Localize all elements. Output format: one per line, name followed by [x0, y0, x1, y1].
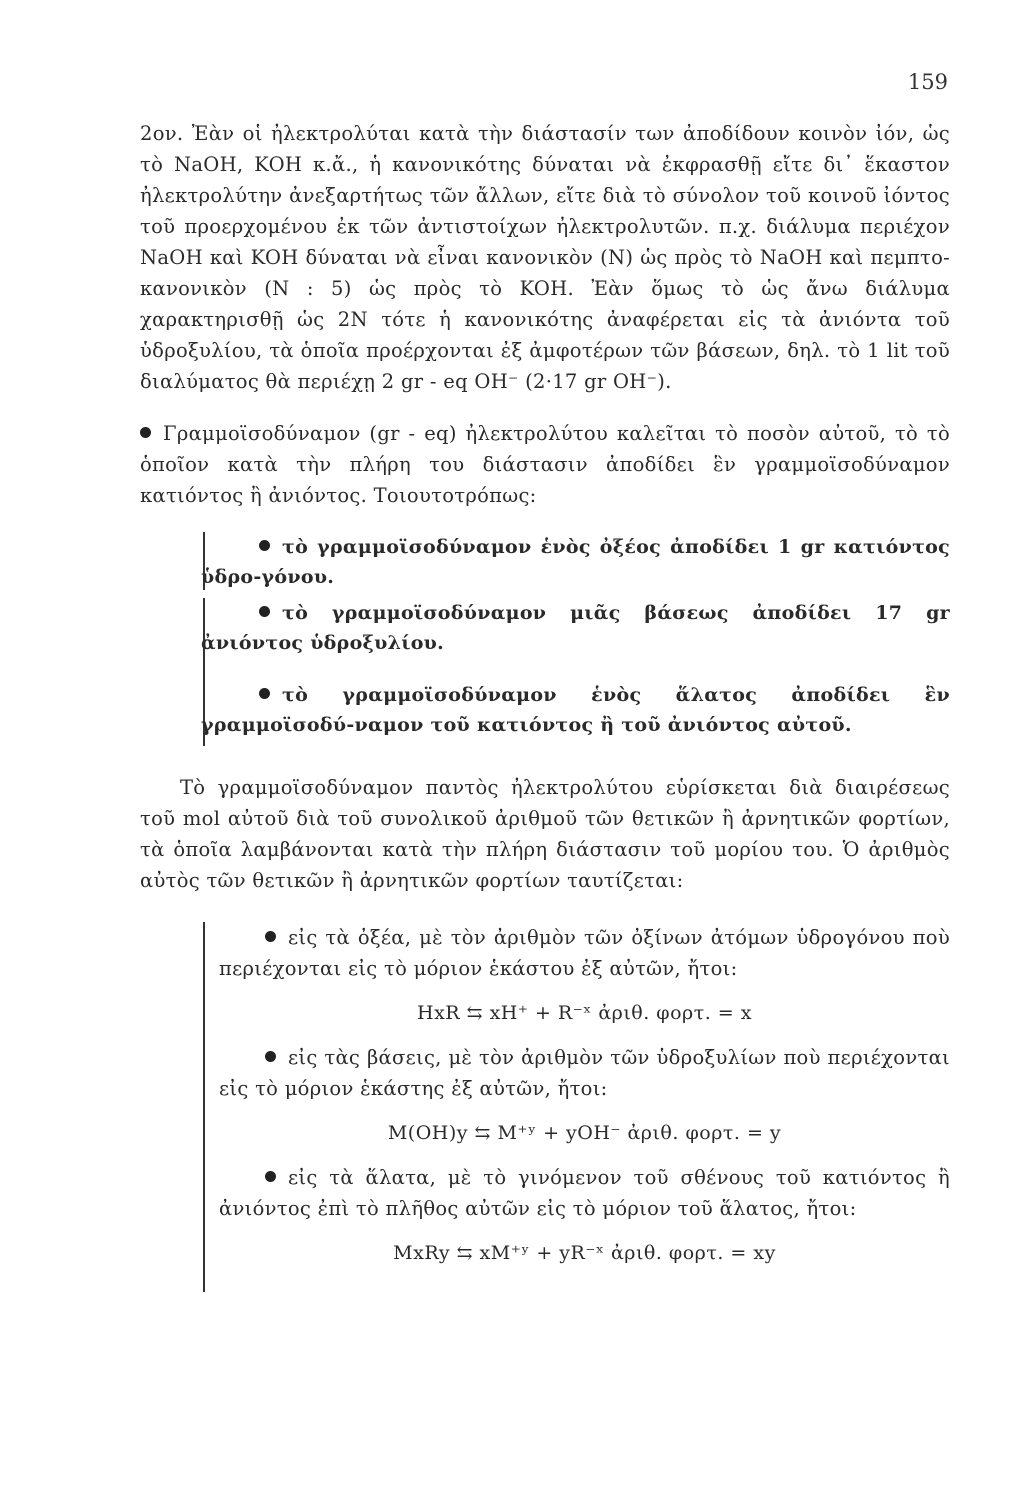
definition-text: Γραμμοϊσοδύναμον (gr - eq) ἠλεκτρολύτου καλεῖται τὸ ποσὸν αὐτοῦ, τὸ τὸ ὁποῖον κατὰ τὴν πλήρη του διάστασιν ἀποδίδει ἓν γραμμοϊσοδύναμον κατιόντος ἢ ἀνιόντος. Τοιουτοτρόπως: [140, 422, 950, 507]
rule-salt-text: τὸ γραμμοϊσοδύναμον ἑνὸς ἅλατος ἀποδίδει ἓν γραμμοϊσοδύ-ναμον τοῦ κατιόντος ἢ τοῦ ἀνιόντος αὐτοῦ. [201, 684, 950, 736]
case-acids-text: εἰς τὰ ὀξέα, μὲ τὸν ἀριθμὸν τῶν ὀξίνων ἀτόμων ὑδρογόνου ποὺ περιέχονται εἰς τὸ μόριον ἑκάστου ἐξ αὐτῶν, ἤτοι: [219, 926, 950, 980]
paragraph-definition [140, 418, 950, 511]
rule-salt [201, 680, 950, 740]
bullet-icon [259, 540, 270, 551]
case-salts-text: εἰς τὰ ἅλατα, μὲ τὸ γινόμενον τοῦ σθένους τοῦ κατιόντος ἢ ἀνιόντος ἐπὶ τὸ πλῆθος αὐτῶν εἰς τὸ μόριον τοῦ ἅλατος, ἤτοι: [219, 1166, 950, 1220]
formula-bases: M(OH)y ⇆ M⁺ʸ + yOH⁻ ἀριθ. φορτ. = y [387, 1122, 782, 1144]
case-bases-text: εἰς τὰς βάσεις, μὲ τὸν ἀριθμὸν τῶν ὑδροξυλίων ποὺ περιέχονται εἰς τὸ μόριον ἑκάστης ἐξ αὐτῶν, ἤτοι: [219, 1046, 950, 1100]
bullet-icon [265, 931, 276, 942]
page-number: 159 [907, 70, 948, 94]
rule-base-text: τὸ γραμμοϊσοδύναμον μιᾶς βάσεως ἀποδίδει 17 gr ἀνιόντος ὑδροξυλίου. [201, 602, 950, 654]
formula-salts: MxRy ⇆ xM⁺ʸ + yR⁻ˣ ἀριθ. φορτ. = xy [393, 1242, 776, 1264]
formula-acids: HxR ⇆ xH⁺ + R⁻ˣ ἀριθ. φορτ. = x [417, 1002, 752, 1024]
paragraph-calculation: Τὸ γραμμοϊσοδύναμον παντὸς ἠλεκτρολύτου εὑρίσκεται διὰ διαιρέσεως τοῦ mol αὐτοῦ διὰ τοῦ συνολικοῦ ἀριθμοῦ τῶν θετικῶν ἢ ἀρνητικῶν φορτίων, τὰ ὁποῖα λαμβάνονται κατὰ τὴν πλήρη διάστασιν τοῦ μορίου του. Ὁ ἀριθμὸς αὐτὸς τῶν θετικῶν ἢ ἀρνητικῶν φορτίων ταυτίζεται: [140, 776, 950, 892]
case-acids [219, 922, 950, 984]
bullet-icon [265, 1051, 276, 1062]
rule-acid-text: τὸ γραμμοϊσοδύναμον ἑνὸς ὀξέος ἀποδίδει 1 gr κατιόντος ὑδρο-γόνου. [201, 536, 950, 588]
bullet-icon [259, 606, 270, 617]
bullet-icon [265, 1171, 276, 1182]
rule-acid [201, 532, 950, 592]
rule-box-acid [203, 532, 950, 590]
bullet-icon [259, 688, 270, 699]
case-salts [219, 1162, 950, 1224]
cases-box [203, 922, 950, 1292]
case-bases [219, 1042, 950, 1104]
rule-base [201, 598, 950, 658]
paragraph-second-case: 2ον. Ἐὰν οἱ ἠλεκτρολύται κατὰ τὴν διάστασίν των ἀποδίδουν κοινὸν ἰόν, ὡς τὸ NaOH, KOH κ.ἄ., ἡ κανονικότης δύναται νὰ ἐκφρασθῇ εἴτε δι᾽ ἕκαστον ἠλεκτρολύτην ἀνεξαρτήτως τῶν ἄλλων, εἴτε διὰ τὸ σύνολον τοῦ κοινοῦ ἰόντος τοῦ προερχομένου ἐκ τῶν ἀντιστοίχων ἠλεκτρολυτῶν. π.χ. διάλυμα περιέχον NaOH καὶ KOH δύναται νὰ εἶναι κανονικὸν (N) ὡς πρὸς τὸ NaOH καὶ πεμπτο-κανονικὸν (N : 5) ὡς πρὸς τὸ KOH. Ἐὰν ὅμως τὸ ὡς ἄνω διάλυμα χαρακτηρισθῇ ὡς 2N τότε ἡ κανονικότης ἀναφέρεται εἰς τὰ ἀνιόντα τοῦ ὑδροξυλίου, τὰ ὁποῖα προέρχονται ἐξ ἀμφοτέρων τῶν βάσεων, δηλ. τὸ 1 lit τοῦ διαλύματος θὰ περιέχῃ 2 gr - eq OH⁻ (2·17 gr OH⁻). [140, 122, 950, 393]
bullet-icon [140, 427, 151, 438]
rule-box-base-salt [203, 598, 950, 746]
